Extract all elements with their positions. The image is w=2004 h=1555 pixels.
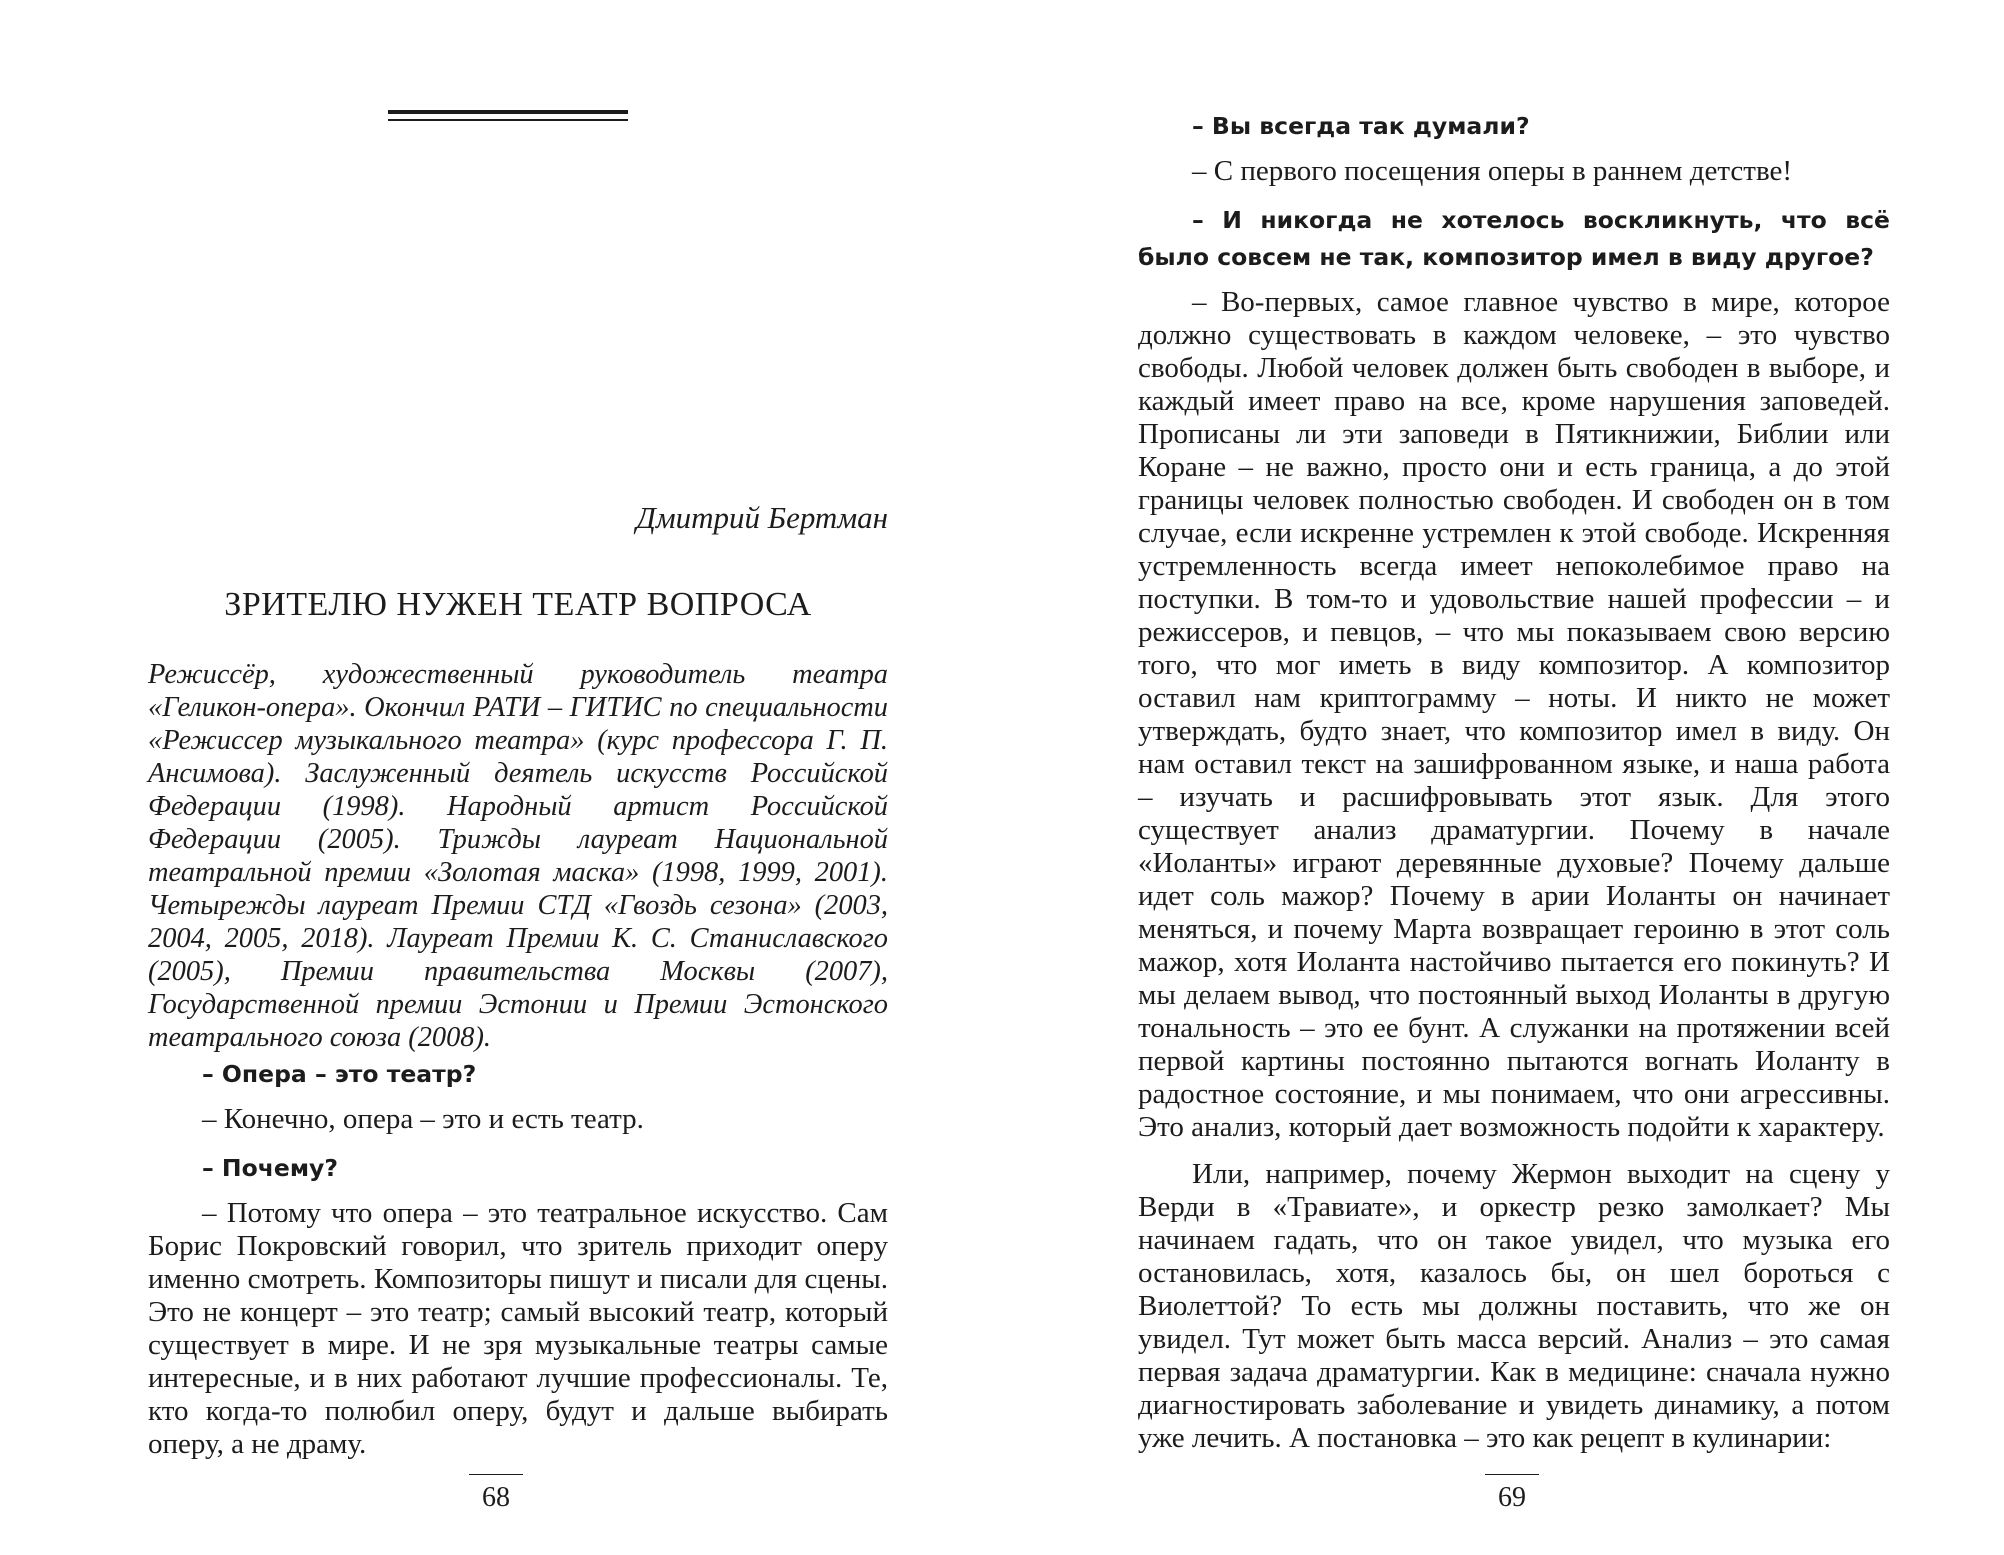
interview-left <box>148 1056 888 1475</box>
question: – И никогда не хотелось воскликнуть, что всё было совсем не так, композитор имел в виду другое? <box>1138 206 1890 271</box>
question: – Почему? <box>202 1154 338 1182</box>
answer: – Во-первых, самое главное чувство в мире, которое должно существовать в каждом человеке, – это чувство свободы. Любой человек должен быть свободен в выборе, и каждый имеет право на все, кроме нарушения заповедей. Прописаны ли эти заповеди в Пятикнижии, Библии или Коране – не важно, просто они и есть граница, а до этой границы человек полностью свободен. И свободен он в том случае, если искренне устремлен к этой свободе. Искренняя устремленность всегда имеет непоколебимое право на поступки. В том-то и удовольствие нашей профессии – и режиссеров, и певцов, – что мы показываем свою версию того, что мог иметь в виду композитор. А композитор оставил нам криптограмму – ноты. И никто не может утверждать, будто знает, что композитор имел в виду. Он нам оставил текст на зашифрованном языке, и наша работа – изучать и расшифровывать этот язык. Для этого существует анализ драматургии. Почему в начале «Иоланты» играют деревянные духовые? Почему дальше идет соль мажор? Почему в арии Иоланты он начинает меняться, и почему Марта возвращает героиню в этот соль мажор, хотя Иоланта настойчиво пытается его покинуть? И мы делаем вывод, что постоянный выход Иоланты в другую тональность – это ее бунт. А служанки на протяжении всей первой картины постоянно пытаются вогнать Иоланту в радостное состояние, и мы понимаем, что они агрессивны. Это анализ, который дает возможность подойти к характеру. <box>1138 286 1890 1143</box>
author-bio: Режиссёр, художественный руководитель театра «Геликон-опера». Окончил РАТИ – ГИТИС по специальности «Режиссер музыкального театра» (курс профессора Г. П. Ансимова). Заслуженный деятель искусств Российской Федерации (1998). Народный артист Российской Федерации (2005). Трижды лауреат Национальной театральной премии «Золотая маска» (1998, 1999, 2001). Четырежды лауреат Премии СТД «Гвоздь сезона» (2003, 2004, 2005, 2018). Лауреат Премии К. С. Станиславского (2005), Премии правительства Москвы (2007), Государственной премии Эстонии и Премии Эстонского театрального союза (2008). <box>148 659 888 1053</box>
decorative-rule <box>388 110 628 126</box>
answer: – Потому что опера – это театральное искусство. Сам Борис Покровский говорил, что зритель приходит оперу именно смотреть. Композиторы пишут и писали для сцены. Это не концерт – это театр; самый высокий театр, который существует в мире. И не зря музыкальные театры самые интересные, и в них работают лучшие профессионалы. Те, кто когда-то полюбил оперу, будут и дальше выбирать оперу, а не драму. <box>148 1197 888 1460</box>
question: – Вы всегда так думали? <box>1192 112 1530 140</box>
page-number-rule <box>469 1474 523 1475</box>
question: – Опера – это театр? <box>202 1060 477 1088</box>
interview-right <box>1138 108 1890 1469</box>
answer: – С первого посещения оперы в раннем детстве! <box>1192 155 1793 187</box>
page-number: 68 <box>482 1482 510 1513</box>
answer-paragraph: Или, например, почему Жермон выходит на сцену у Верди в «Травиате», и оркестр резко замолкает? Мы начинаем гадать, что он такое увидел, что музыка его остановилась, хотя, казалось бы, он шел бороться с Виолеттой? То есть мы должны поставить, что же он увидел. Тут может быть масса версий. Анализ – это самая первая задача драматургии. Как в медицине: сначала нужно диагностировать заболевание и увидеть динамику, а потом уже лечить. А постановка – это как рецепт в кулинарии: <box>1138 1158 1890 1454</box>
answer: – Конечно, опера – это и есть театр. <box>202 1103 644 1135</box>
article-title: ЗРИТЕЛЮ НУЖЕН ТЕАТР ВОПРОСА <box>224 586 812 623</box>
page-number: 69 <box>1498 1482 1526 1513</box>
right-page <box>1002 0 2004 1555</box>
page-number-rule <box>1485 1474 1539 1475</box>
author-name: Дмитрий Бертман <box>636 500 888 535</box>
